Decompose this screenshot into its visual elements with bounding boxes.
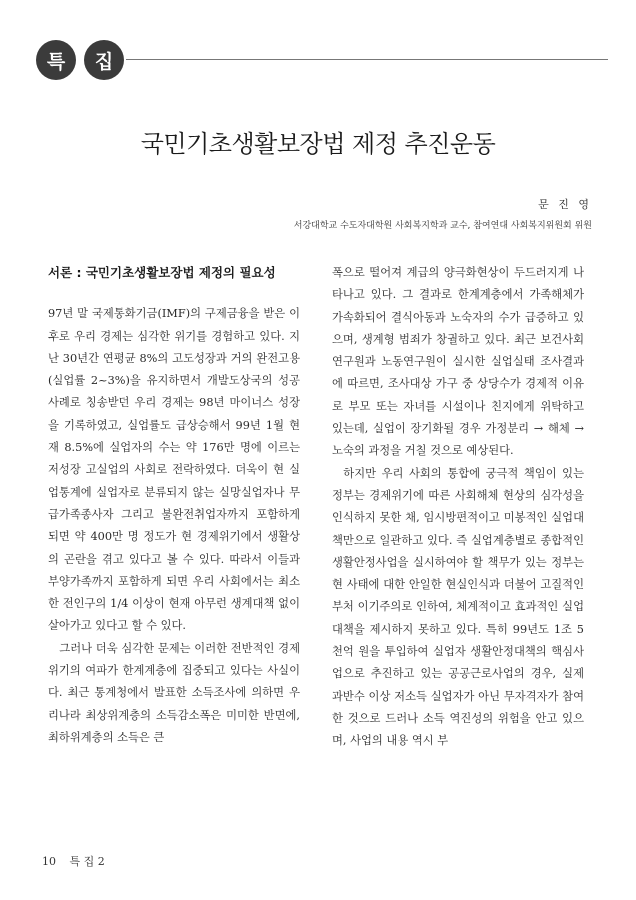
- body-paragraph: 97년 말 국제통화기금(IMF)의 구제금융을 받은 이후로 우리 경제는 심각한 위기를 경험하고 있다. 지난 30년간 연평균 8%의 고도성장과 거의 완전고용(실업률 2~3%)을 유지하면서 개발도상국의 성공사례로 칭송받던 우리 경제는 98년 마이너스 성장을 기록하였고, 실업률도 급상승해서 99년 1월 현재 8.5%에 실업자의 수는 약 176만 명에 이르는 저성장 고실업의 사회로 전락하였다. 더욱이 현 실업통계에 실업자로 분류되지 않는 실망실업자나 무급가족종사자 그리고 불완전취업자까지 포함하게 되면 약 400만 명 정도가 현 경제위기에서 생활상의 곤란을 겪고 있다고 볼 수 있다. 따라서 이들과 부양가족까지 포함하게 되면 우리 사회에서는 최소한 전인구의 1/4 이상이 현재 아무런 생계대책 없이 살아가고 있다고 할 수 있다.: [48, 307, 300, 633]
- body-paragraph: 폭으로 떨어져 계급의 양극화현상이 두드러지게 나타나고 있다. 그 결과로 한계계층에서 가족해체가 가속화되어 결식아동과 노숙자의 수가 급증하고 있으며, 생계형 범죄가 창궐하고 있다. 최근 보건사회연구원과 노동연구원이 실시한 실업실태 조사결과에 따르면, 조사대상 가구 중 상당수가 경제적 이유로 부모 또는 자녀를 시설이나 친지에게 위탁하고 있는데, 실업이 장기화될 경우 가정분리 → 해체 → 노숙의 과정을 거칠 것으로 예상된다.: [332, 266, 584, 458]
- badge-special: 특: [36, 40, 76, 80]
- section-heading: 서론 : 국민기초생활보장법 제정의 필요성: [48, 265, 276, 280]
- right-column: [332, 262, 584, 753]
- body-paragraph: 그러나 더욱 심각한 문제는 이러한 전반적인 경제위기의 여파가 한계계층에 집중되고 있다는 사실이다. 최근 통계청에서 발표한 소득조사에 의하면 우리나라 최상위계층의 소득감소폭은 미미한 반면에, 최하위계층의 소득은 큰: [48, 641, 300, 744]
- author-name: 문 진 영: [538, 198, 592, 211]
- badge-collection: 집: [84, 40, 124, 80]
- page-number: 10: [42, 855, 56, 868]
- author-affiliation: 서강대학교 수도자대학원 사회복지학과 교수, 참여연대 사회복지위원회 위원: [293, 221, 592, 231]
- footer-section-label: 특 집 2: [69, 855, 105, 868]
- left-column: [48, 262, 300, 749]
- header-divider: [126, 59, 608, 60]
- feature-badges: [36, 40, 124, 80]
- article-title: 국민기초생활보장법 제정 추진운동: [140, 130, 496, 158]
- body-paragraph: 하지만 우리 사회의 통합에 궁극적 책임이 있는 정부는 경제위기에 따른 사회해체 현상의 심각성을 인식하지 못한 채, 임시방편적이고 미봉적인 실업대책만으로 일관하고 있다. 즉 실업계층별로 종합적인 생활안정사업을 실시하여야 할 책무가 있는 정부는 현 사태에 대한 안일한 현실인식과 더불어 고질적인 부처 이기주의로 인하여, 체계적이고 효과적인 실업대책을 제시하지 못하고 있다. 특히 99년도 1조 5천억 원을 투입하여 실업자 생활안정대책의 핵심사업으로 추진하고 있는 공공근로사업의 경우, 실제 과반수 이상 저소득 실업자가 아닌 무자격자가 참여한 것으로 드러나 소득 역진성의 위험을 안고 있으며, 사업의 내용 역시 부: [332, 466, 584, 748]
- page-footer: [42, 853, 115, 869]
